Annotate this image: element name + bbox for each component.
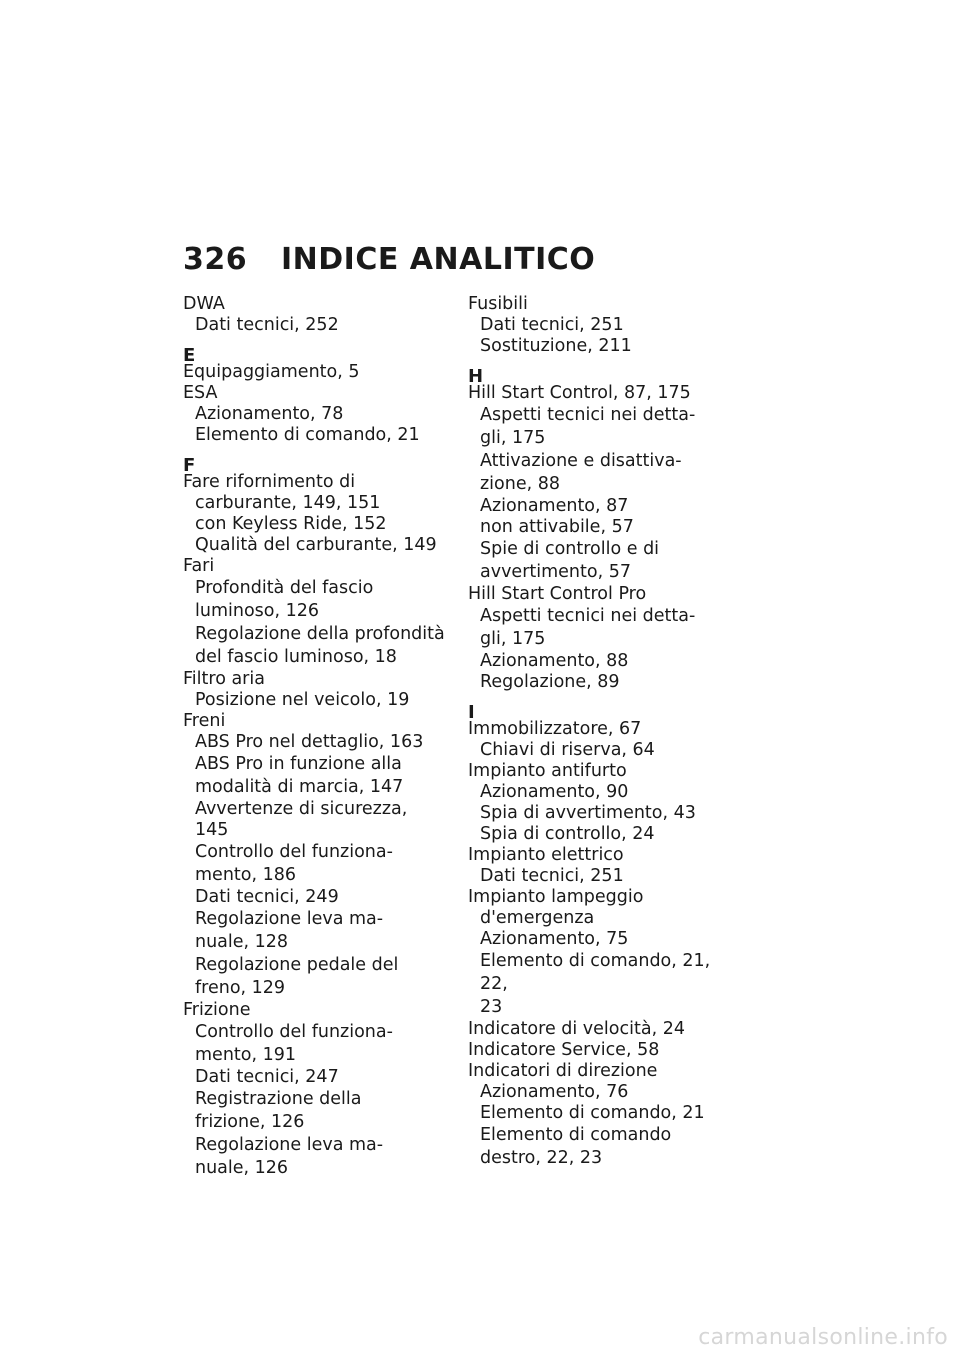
index-subentry-text: Controllo del funziona- [195, 842, 393, 862]
index-subentry [183, 577, 445, 623]
index-subentry-continuation: modalità di marcia, 147 [195, 777, 404, 797]
index-term [468, 1040, 740, 1061]
page-header [183, 242, 595, 277]
index-term [183, 669, 445, 690]
index-subentry-text: Azionamento, 76 [480, 1082, 629, 1102]
index-subentry-text: Elemento di comando [480, 1125, 672, 1145]
index-subentry [468, 824, 740, 845]
index-subentry-text: Regolazione, 89 [480, 672, 620, 692]
section-letter: H [468, 366, 484, 387]
index-subentry [468, 1082, 740, 1103]
index-section [183, 347, 445, 446]
index-subentry [183, 315, 445, 336]
index-subentry-text: Spia di controllo, 24 [480, 824, 655, 844]
index-subentry-text: Chiavi di riserva, 64 [480, 740, 655, 760]
index-section [183, 294, 445, 336]
index-subentry [468, 782, 740, 803]
index-term-continuation: carburante, 149, 151 [195, 493, 381, 513]
section-letter: E [183, 345, 196, 366]
index-term [183, 472, 445, 514]
index-subentry [468, 1124, 740, 1170]
index-subentry-text: Spie di controllo e di [480, 539, 660, 559]
index-subentry [183, 887, 445, 908]
index-term [468, 383, 740, 404]
index-subentry [468, 450, 740, 496]
index-term [468, 845, 740, 866]
index-subentry-text: Controllo del funziona- [195, 1022, 393, 1042]
index-subentry-continuation: frizione, 126 [195, 1112, 305, 1132]
index-subentry-text: Sostituzione, 211 [480, 336, 632, 356]
index-subentry [468, 929, 740, 950]
index-subentry [183, 425, 445, 446]
index-term-text: Frizione [183, 1000, 251, 1020]
index-subentry-text: Regolazione leva ma- [195, 1135, 384, 1155]
index-column-right [468, 294, 740, 1170]
section-letter: I [468, 702, 475, 723]
index-subentry-text: Qualità del carburante, 149 [195, 535, 437, 555]
index-subentry [468, 538, 740, 584]
index-subentry-text: Regolazione pedale del [195, 955, 399, 975]
index-term-text: Hill Start Control, 87, 175 [468, 383, 691, 403]
index-term-text: Equipaggiamento, 5 [183, 362, 360, 382]
index-subentry [183, 514, 445, 535]
index-section [468, 368, 740, 693]
index-subentry-continuation: mento, 191 [195, 1045, 297, 1065]
index-subentry [468, 740, 740, 761]
index-term [468, 584, 740, 605]
page-title: INDICE ANALITICO [281, 242, 596, 277]
index-term-text: Fare rifornimento di [183, 472, 356, 492]
index-subentry-continuation: freno, 129 [195, 978, 286, 998]
index-subentry-text: Elemento di comando, 21 [195, 425, 420, 445]
index-subentry-text: Dati tecnici, 251 [480, 866, 624, 886]
index-subentry [468, 1103, 740, 1124]
index-subentry [183, 535, 445, 556]
index-term [468, 887, 740, 929]
index-subentry-text: Avvertenze di sicurezza, 145 [195, 799, 408, 840]
index-term-continuation: d'emergenza [480, 908, 595, 928]
index-term-text: Freni [183, 711, 226, 731]
index-subentry-text: Azionamento, 90 [480, 782, 629, 802]
index-section [183, 457, 445, 1180]
index-subentry-text: Azionamento, 75 [480, 929, 629, 949]
index-subentry [183, 753, 445, 799]
index-subentry [468, 496, 740, 517]
index-subentry-text: non attivabile, 57 [480, 517, 634, 537]
index-subentry [183, 1021, 445, 1067]
index-subentry [468, 651, 740, 672]
index-subentry-text: Azionamento, 88 [480, 651, 629, 671]
index-term-text: Fari [183, 556, 215, 576]
index-subentry-text: Dati tecnici, 247 [195, 1067, 339, 1087]
index-subentry [183, 404, 445, 425]
index-subentry-text: Registrazione della [195, 1089, 362, 1109]
index-term [468, 1061, 740, 1082]
index-subentry [183, 954, 445, 1000]
index-section [468, 294, 740, 357]
index-term [183, 556, 445, 577]
index-subentry-text: Azionamento, 78 [195, 404, 344, 424]
index-subentry [468, 803, 740, 824]
index-subentry [183, 1088, 445, 1134]
index-subentry-text: Profondità del fascio [195, 578, 374, 598]
index-term-text: Impianto antifurto [468, 761, 627, 781]
index-subentry-text: Spia di avvertimento, 43 [480, 803, 696, 823]
index-subentry-text: Aspetti tecnici nei detta- [480, 606, 696, 626]
index-term [183, 383, 445, 404]
index-column-left [183, 294, 445, 1180]
index-term [468, 761, 740, 782]
index-term-text: Indicatore Service, 58 [468, 1040, 660, 1060]
index-subentry-text: ABS Pro nel dettaglio, 163 [195, 732, 424, 752]
index-subentry-text: Azionamento, 87 [480, 496, 629, 516]
index-subentry-text: Regolazione della profondità [195, 624, 445, 644]
index-subentry-text: Elemento di comando, 21 [480, 1103, 705, 1123]
index-subentry [468, 605, 740, 651]
index-subentry-text: Aspetti tecnici nei detta- [480, 405, 696, 425]
index-subentry-text: Regolazione leva ma- [195, 909, 384, 929]
index-subentry [468, 672, 740, 693]
index-subentry [183, 908, 445, 954]
index-subentry-continuation: zione, 88 [480, 474, 561, 494]
index-subentry [468, 517, 740, 538]
index-term [183, 362, 445, 383]
index-subentry-continuation: luminoso, 126 [195, 601, 320, 621]
index-subentry-continuation: nuale, 126 [195, 1158, 289, 1178]
index-subentry-continuation: destro, 22, 23 [480, 1148, 603, 1168]
index-subentry [468, 315, 740, 336]
index-subentry-text: Dati tecnici, 251 [480, 315, 624, 335]
index-subentry-text: con Keyless Ride, 152 [195, 514, 387, 534]
index-term [183, 1000, 445, 1021]
index-term [468, 1019, 740, 1040]
index-subentry [468, 336, 740, 357]
page-number: 326 [183, 242, 248, 277]
index-term-text: Impianto elettrico [468, 845, 624, 865]
index-term-text: Indicatori di direzione [468, 1061, 658, 1081]
index-subentry-continuation: gli, 175 [480, 629, 546, 649]
index-term-text: Fusibili [468, 294, 528, 314]
index-subentry-text: Attivazione e disattiva- [480, 451, 682, 471]
index-term [183, 711, 445, 732]
index-term [183, 294, 445, 315]
index-section [468, 704, 740, 1170]
index-subentry-text: Dati tecnici, 249 [195, 887, 339, 907]
index-subentry-continuation: del fascio luminoso, 18 [195, 647, 397, 667]
index-subentry-text: ABS Pro in funzione alla [195, 754, 402, 774]
index-subentry [183, 1067, 445, 1088]
index-subentry-continuation: avvertimento, 57 [480, 562, 631, 582]
index-subentry [183, 799, 445, 841]
index-subentry [468, 950, 740, 1019]
index-subentry [468, 404, 740, 450]
index-subentry-text: Elemento di comando, 21, 22, [480, 951, 711, 994]
index-subentry-continuation: mento, 186 [195, 865, 297, 885]
index-term-text: Hill Start Control Pro [468, 584, 647, 604]
index-term-text: Impianto lampeggio [468, 887, 644, 907]
index-subentry [468, 866, 740, 887]
index-term [468, 294, 740, 315]
index-subentry [183, 623, 445, 669]
section-letter: F [183, 455, 196, 476]
index-term-text: Indicatore di velocità, 24 [468, 1019, 685, 1039]
index-term-text: Immobilizzatore, 67 [468, 719, 642, 739]
index-subentry-text: Posizione nel veicolo, 19 [195, 690, 410, 710]
index-term [468, 719, 740, 740]
index-subentry-continuation: nuale, 128 [195, 932, 289, 952]
watermark: carmanualsonline.info [698, 1325, 948, 1350]
index-subentry [183, 1134, 445, 1180]
index-subentry-text: Dati tecnici, 252 [195, 315, 339, 335]
index-term-text: Filtro aria [183, 669, 265, 689]
index-subentry-continuation: gli, 175 [480, 428, 546, 448]
index-subentry [183, 841, 445, 887]
index-subentry [183, 732, 445, 753]
index-subentry-continuation: 23 [480, 997, 503, 1017]
index-subentry [183, 690, 445, 711]
index-term-text: ESA [183, 383, 218, 403]
index-term-text: DWA [183, 294, 225, 314]
